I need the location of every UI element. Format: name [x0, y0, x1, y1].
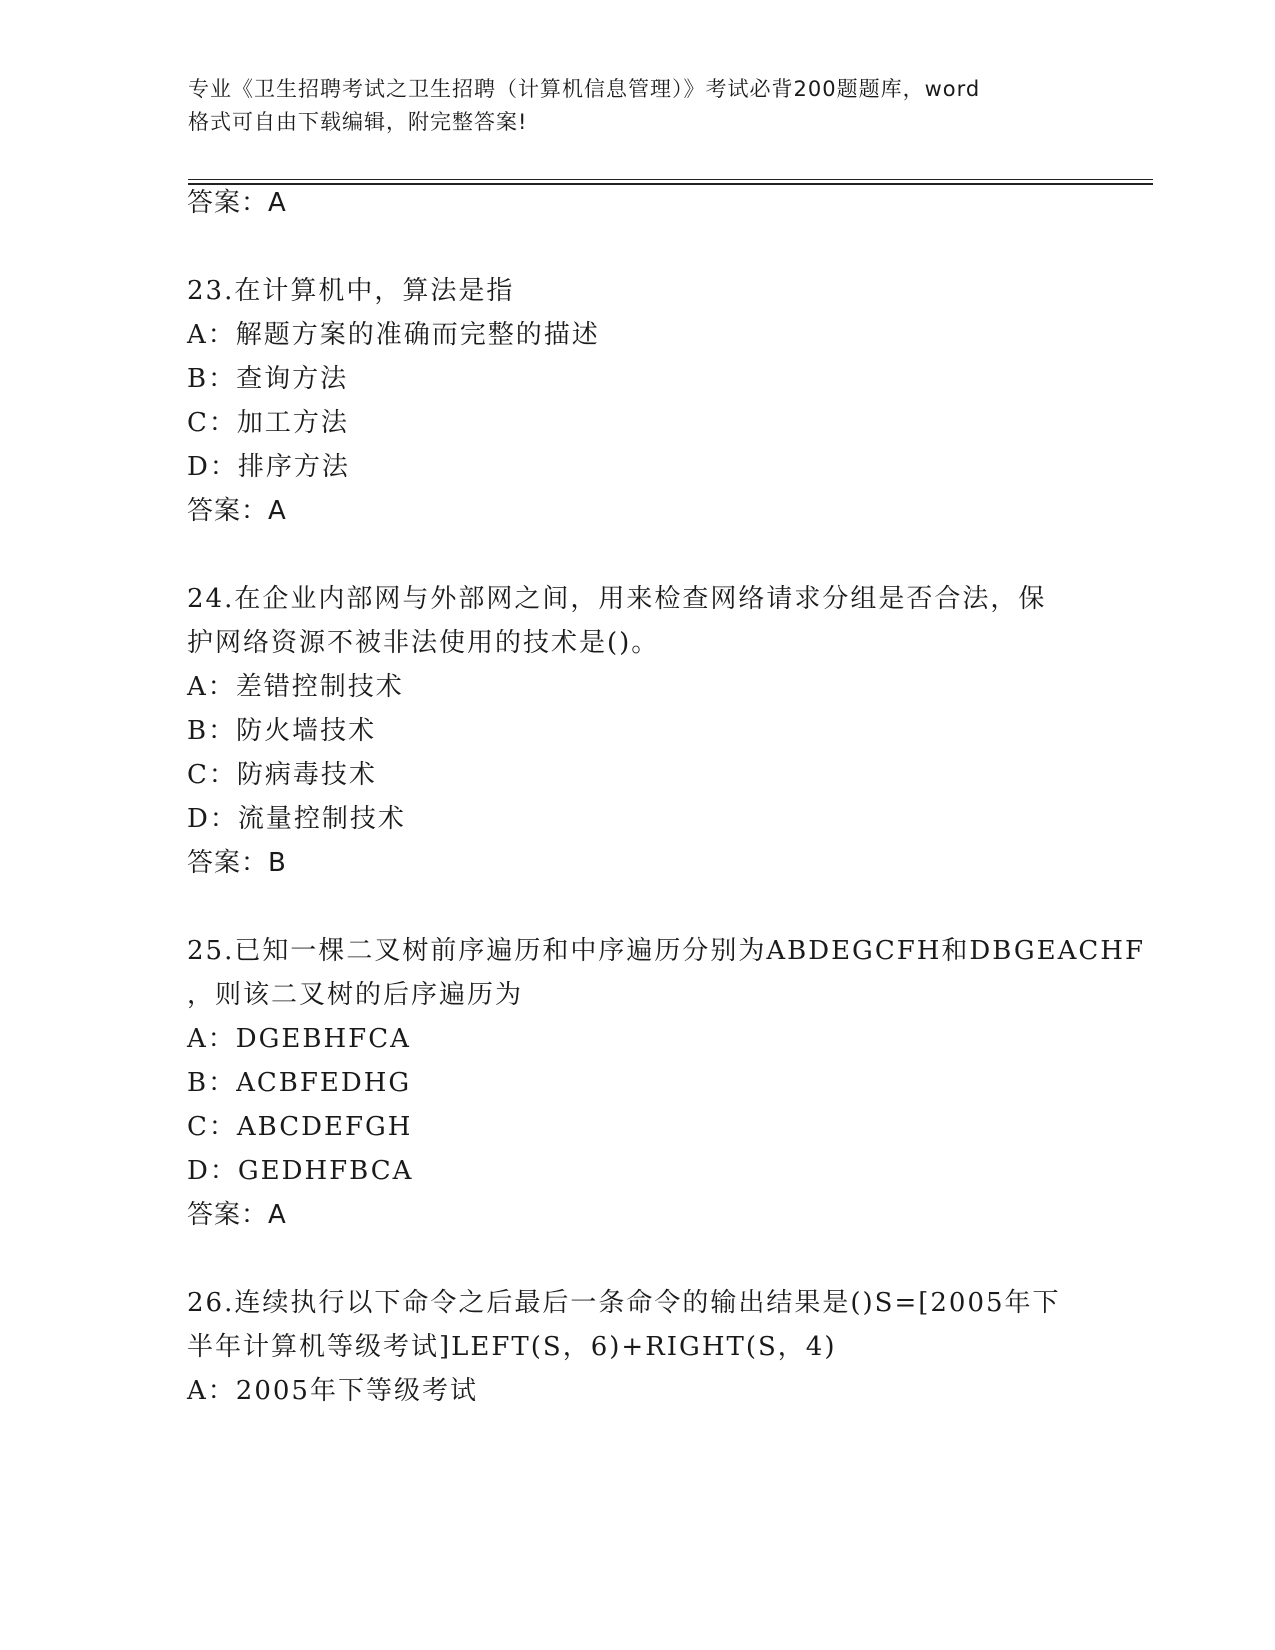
document-header — [188, 73, 1088, 139]
question-24-option-b: B：防火墙技术 — [187, 716, 377, 746]
header-line-2: 格式可自由下载编辑，附完整答案! — [188, 110, 528, 134]
answer-q22: 答案：A — [187, 188, 287, 218]
question-25-option-a: A：DGEBHFCA — [187, 1024, 411, 1054]
question-23-option-d: D：排序方法 — [187, 452, 350, 482]
question-25-option-c: C：ABCDEFGH — [187, 1112, 413, 1142]
question-24-option-d: D：流量控制技术 — [187, 804, 406, 834]
question-24-stem-line-2: 护网络资源不被非法使用的技术是()。 — [187, 628, 660, 658]
question-25-option-d: D：GEDHFBCA — [187, 1156, 414, 1186]
question-24-option-a: A：差错控制技术 — [187, 672, 404, 702]
question-23-option-a: A：解题方案的准确而完整的描述 — [187, 320, 600, 350]
question-23-option-b: B：查询方法 — [187, 364, 349, 394]
answer-q23: 答案：A — [187, 496, 287, 526]
question-24-stem-line-1: 24.在企业内部网与外部网之间，用来检查网络请求分组是否合法，保 — [187, 584, 1047, 614]
header-divider-thick — [188, 183, 1153, 185]
question-25-option-b: B：ACBFEDHG — [187, 1068, 412, 1098]
question-24-option-c: C：防病毒技术 — [187, 760, 377, 790]
question-25-stem-line-2: ，则该二叉树的后序遍历为 — [187, 980, 524, 1010]
header-divider-thin — [188, 179, 1153, 180]
question-23-option-c: C：加工方法 — [187, 408, 349, 438]
question-25-stem-line-1: 25.已知一棵二叉树前序遍历和中序遍历分别为ABDEGCFH和DBGEACHF — [187, 936, 1146, 966]
answer-q25: 答案：A — [187, 1200, 287, 1230]
question-26-stem-line-2: 半年计算机等级考试]LEFT(S，6)+RIGHT(S，4) — [187, 1332, 837, 1362]
header-line-1: 专业《卫生招聘考试之卫生招聘（计算机信息管理）》考试必背200题题库，word — [188, 77, 981, 101]
question-26-stem-line-1: 26.连续执行以下命令之后最后一条命令的输出结果是()S=[2005年下 — [187, 1288, 1061, 1318]
question-26-option-a: A：2005年下等级考试 — [187, 1376, 478, 1406]
question-23-stem: 23.在计算机中，算法是指 — [187, 276, 515, 306]
answer-q24: 答案：B — [187, 848, 287, 878]
